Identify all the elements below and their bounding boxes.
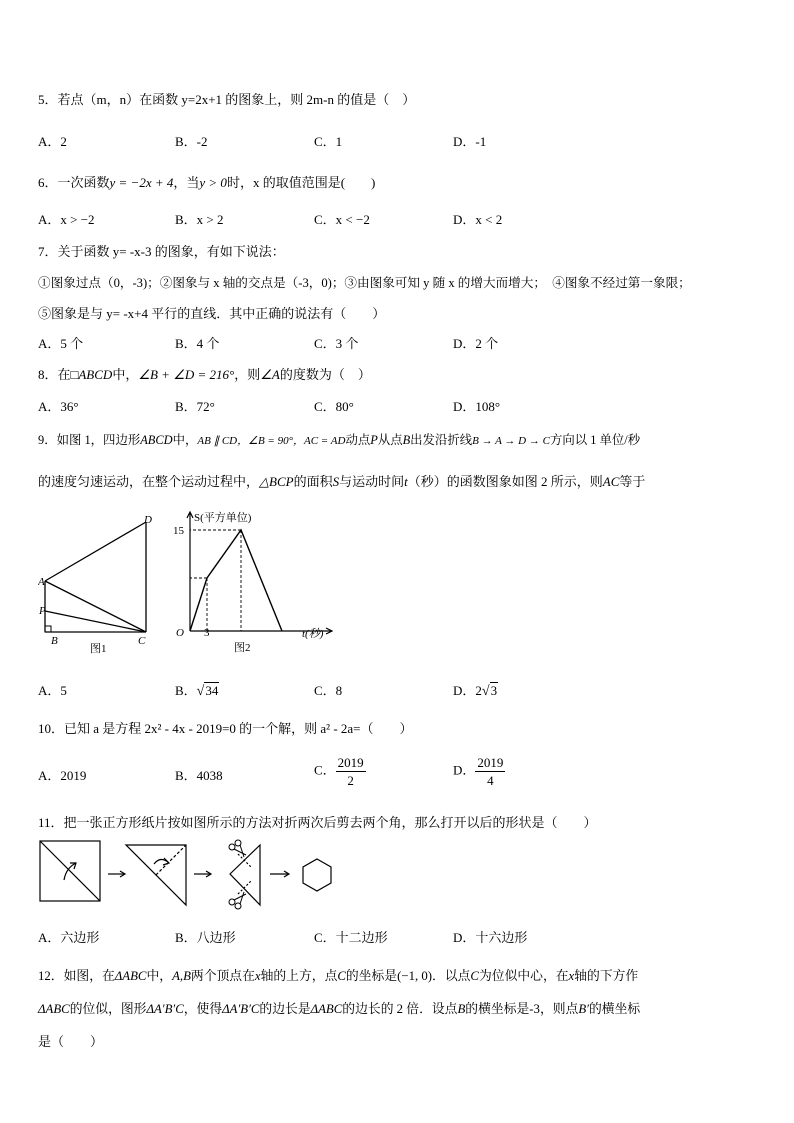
q12-abc-3: ΔABC xyxy=(310,1002,343,1016)
q10-option-d[interactable] xyxy=(453,754,505,789)
q9-text-j: （秒）的函数图象如图 2 所示，则 xyxy=(407,474,603,489)
q9-stem-line1 xyxy=(38,430,640,448)
q12-b-prime: B′ xyxy=(578,1002,589,1016)
q12-abc-1: ΔABC xyxy=(114,969,147,983)
q10-stem: 10．已知 a 是方程 2x² - 4x - 2019=0 的一个解，则 a² - 2a=（ ） xyxy=(38,721,413,736)
q6-stem xyxy=(38,172,375,191)
q6-stem-post: 时，x 的取值范围是( ) xyxy=(226,175,376,190)
q12-t3: 两个顶点在 xyxy=(190,969,255,983)
q5-option-d[interactable]: D．-1 xyxy=(453,134,487,149)
fig2-x-tick: 3 xyxy=(204,627,210,639)
q12-t12: 的边长的 2 倍．设点 xyxy=(342,1002,458,1016)
q12-x-2: x xyxy=(568,969,575,983)
q10-option-b[interactable]: B．4038 xyxy=(175,768,223,783)
q11-option-a[interactable]: A．六边形 xyxy=(38,930,100,945)
fig2-y-tick: 15 xyxy=(173,525,184,537)
q11-option-b[interactable]: B．八边形 xyxy=(175,930,236,945)
q10-option-a[interactable]: A．2019 xyxy=(38,768,87,783)
q10-c-denominator: 2 xyxy=(347,773,354,788)
q6-option-c[interactable]: C．x < −2 xyxy=(314,212,370,227)
q9-option-a[interactable]: A．5 xyxy=(38,683,67,698)
q5-option-a[interactable]: A．2 xyxy=(38,134,67,149)
q7-option-a[interactable]: A．5 个 xyxy=(38,336,84,351)
q9-t: t xyxy=(404,474,408,489)
q12-t8: 轴的下方作 xyxy=(574,969,639,983)
q10-option-d-letter: D． xyxy=(453,762,476,778)
q7-option-c[interactable]: C．3 个 xyxy=(314,336,359,351)
fig2-caption: 图2 xyxy=(234,642,251,654)
q12-abc-2: ΔABC xyxy=(38,1002,70,1016)
q12-t13: 的横坐标是-3，则点 xyxy=(465,1002,579,1016)
q10-d-denominator: 4 xyxy=(487,773,494,788)
q10-option-c-fraction xyxy=(336,754,366,789)
q9-text-g: 的速度匀速运动，在整个运动过程中， xyxy=(38,474,260,489)
q9-option-d[interactable]: D．2√3 xyxy=(453,683,498,699)
q8-option-d[interactable]: D．108° xyxy=(453,399,501,414)
fig1-label-a: A xyxy=(38,576,45,588)
q11-folding-diagram xyxy=(38,838,358,910)
q6-function: y = −2x + 4 xyxy=(109,175,174,190)
q9-s: S xyxy=(332,474,340,489)
q12-stem-line2 xyxy=(38,998,640,1017)
fig1-caption: 图1 xyxy=(90,643,107,655)
q9-option-b-letter: B． xyxy=(175,683,197,698)
q9-text-a: 9．如图 1，四边形 xyxy=(38,433,141,447)
q8-option-c[interactable]: C．80° xyxy=(314,399,354,414)
q9-option-b[interactable]: B．√34 xyxy=(175,683,219,699)
q9-text-k: 等于 xyxy=(619,474,646,489)
q8-stem-mid2: ，则 xyxy=(234,367,261,382)
q12-c-2: C xyxy=(470,969,479,983)
q9-option-c[interactable]: C．8 xyxy=(314,683,343,698)
q9-triangle: △BCP xyxy=(259,474,294,489)
fig1-label-d: D xyxy=(144,514,152,526)
q12-abc-prime-1: ΔA′B′C xyxy=(146,1002,184,1016)
q10-option-d-fraction xyxy=(475,754,505,789)
q7-statements-line2: ⑤图象是与 y= -x+4 平行的直线．其中正确的说法有（ ） xyxy=(38,306,386,321)
fig1-label-p: P xyxy=(39,605,46,617)
q8-stem-post: 的度数为（ ） xyxy=(279,367,371,382)
q9-option-d-coef: 2 xyxy=(475,683,482,698)
q9-stem-line2 xyxy=(38,471,645,490)
q7-statements-line1: ①图象过点（0，-3)；②图象与 x 轴的交点是（-3，0)；③由图象可知 y 随 x 的增大而增大； ④图象不经过第一象限； xyxy=(38,276,691,290)
q7-option-b[interactable]: B．4 个 xyxy=(175,336,220,351)
q6-stem-pre: 6．一次函数 xyxy=(38,175,110,190)
q12-stem-line1 xyxy=(38,965,638,984)
q7-stem: 7．关于函数 y= -x-3 的图象，有如下说法： xyxy=(38,244,285,259)
q9-option-d-letter: D． xyxy=(453,683,476,698)
q11-option-c[interactable]: C．十二边形 xyxy=(314,930,388,945)
q12-t11: 的边长是 xyxy=(259,1002,311,1016)
q6-stem-mid: ，当 xyxy=(173,175,200,190)
q6-option-b[interactable]: B．x > 2 xyxy=(175,212,224,227)
q11-option-d[interactable]: D．十六边形 xyxy=(453,930,528,945)
q9-ac: AC xyxy=(602,474,620,489)
q9-p: P xyxy=(370,433,378,447)
q12-t1: 12．如图，在 xyxy=(38,969,115,983)
q12-t14: 的横坐标 xyxy=(588,1002,641,1016)
scissors-icon xyxy=(229,840,246,909)
q5-option-b[interactable]: B．-2 xyxy=(175,134,208,149)
q12-b: B xyxy=(457,1002,466,1016)
q9-text-d: 从点 xyxy=(377,433,403,447)
q8-condition: ∠B + ∠D = 216° xyxy=(138,367,235,382)
q12-t7: 为位似中心，在 xyxy=(478,969,569,983)
q9-text-f: 方向以 1 单位/秒 xyxy=(549,433,641,447)
q10-option-c-letter: C． xyxy=(314,762,336,778)
q9-text-e: 出发沿折线 xyxy=(410,433,473,447)
q12-x-1: x xyxy=(254,969,261,983)
fig1-label-b: B xyxy=(51,635,58,647)
q9-condition: AB ∥ CD，∠B = 90°，AC = AD xyxy=(197,435,346,447)
q12-c-1: C xyxy=(337,969,346,983)
q12-t9: 的位似，图形 xyxy=(69,1002,147,1016)
q6-condition: y > 0 xyxy=(199,175,227,190)
q9-figure-1 xyxy=(38,508,168,658)
q6-option-d[interactable]: D．x < 2 xyxy=(453,212,503,227)
q8-stem-pre: 8．在 xyxy=(38,367,71,382)
q12-t6: ．以点 xyxy=(432,969,471,983)
q9-option-d-radicand: 3 xyxy=(490,683,498,698)
q9-option-b-radicand: 34 xyxy=(205,683,219,698)
q9-text-b: 中， xyxy=(172,433,198,447)
q12-abc-prime-2: ΔA′B′C xyxy=(222,1002,260,1016)
q9-text-i: 与运动时间 xyxy=(339,474,405,489)
q9-abcd: ABCD xyxy=(140,433,173,447)
q9-text-c: 动点 xyxy=(345,433,371,447)
q7-option-d[interactable]: D．2 个 xyxy=(453,336,499,351)
q8-option-b[interactable]: B．72° xyxy=(175,399,215,414)
q11-stem: 11．把一张正方形纸片按如图所示的方法对折两次后剪去两个角，那么打开以后的形状是（ ） xyxy=(38,815,597,830)
fig2-y-label: S(平方单位) xyxy=(194,512,252,524)
q9-figure-2 xyxy=(172,505,362,660)
q12-stem-line3: 是（ ） xyxy=(38,1034,104,1049)
q12-t2: 中， xyxy=(146,969,173,983)
q5-option-c[interactable]: C．1 xyxy=(314,134,343,149)
q12-t5: 的坐标是 xyxy=(345,969,398,983)
q8-angle: ∠A xyxy=(260,367,280,382)
q8-option-a[interactable]: A．36° xyxy=(38,399,79,414)
fig2-origin: O xyxy=(176,627,184,639)
q9-path: B → A → D → C xyxy=(472,435,550,447)
q12-t4: 轴的上方，点 xyxy=(260,969,338,983)
q9-text-h: 的面积 xyxy=(293,474,333,489)
q8-stem xyxy=(38,364,371,383)
q5-stem: 5．若点（m，n）在函数 y=2x+1 的图象上，则 2m-n 的值是（ ） xyxy=(38,92,416,107)
q10-c-numerator: 2019 xyxy=(337,755,364,770)
fig1-label-c: C xyxy=(138,635,146,647)
q8-stem-mid: 中， xyxy=(112,367,139,382)
q6-option-a[interactable]: A．x > −2 xyxy=(38,212,95,227)
fig2-x-label: t(秒) xyxy=(302,628,324,640)
q8-parallelogram: □ABCD xyxy=(70,367,113,382)
q10-option-c[interactable] xyxy=(314,754,366,789)
q12-coord: (−1, 0) xyxy=(397,969,433,983)
q12-t10: ，使得 xyxy=(183,1002,223,1016)
q10-d-numerator: 2019 xyxy=(477,755,504,770)
q9-b: B xyxy=(402,433,411,447)
q12-ab: A,B xyxy=(172,969,191,983)
